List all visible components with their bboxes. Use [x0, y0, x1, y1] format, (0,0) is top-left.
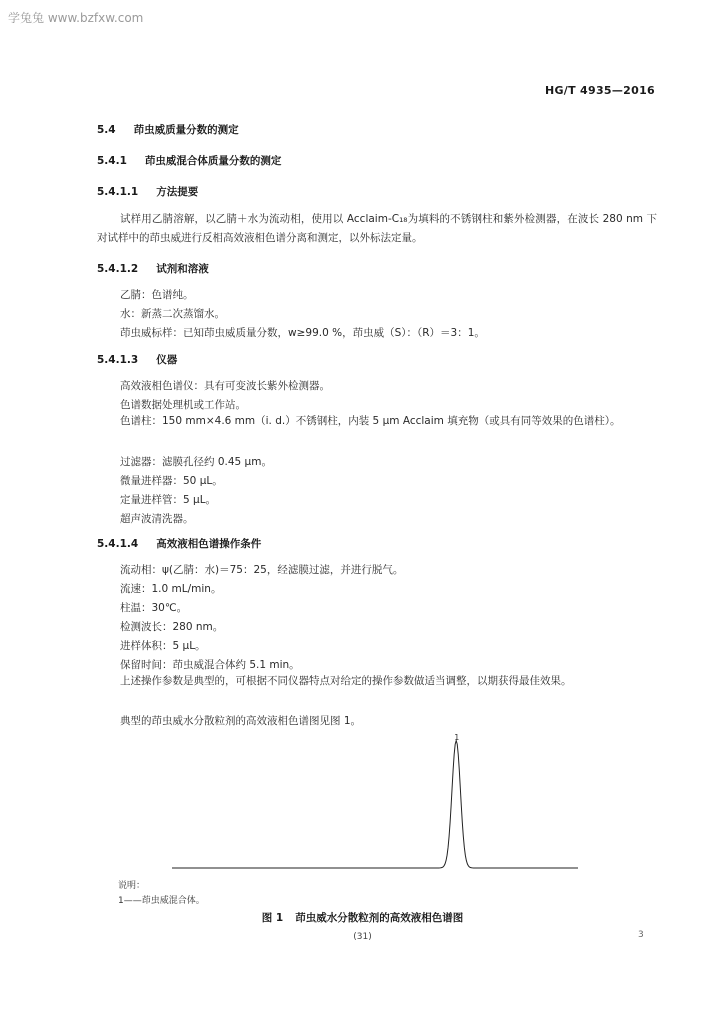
legend-title: 说明：	[118, 881, 146, 891]
instrument-item: 微量进样器：50 μL。	[120, 475, 223, 487]
condition-item: 保留时间：茚虫威混合体约 5.1 min。	[120, 659, 300, 671]
instrument-item: 定量进样管：5 μL。	[120, 494, 217, 506]
reagent-item: 水：新蒸二次蒸馏水。	[120, 308, 225, 320]
section-5-4-1-heading	[97, 153, 281, 168]
instrument-item: 过滤器：滤膜孔径约 0.45 μm。	[120, 456, 272, 468]
margin-mark: 3	[638, 930, 644, 940]
section-number: 5.4.1.4	[97, 538, 139, 550]
page-number: (31)	[353, 932, 372, 942]
chromatogram-trace	[172, 741, 578, 868]
figure-caption	[0, 910, 725, 925]
figure-label: 图 1	[261, 912, 284, 924]
watermark: 学兔兔 www.bzfxw.com	[8, 11, 144, 25]
section-number: 5.4	[97, 124, 116, 136]
figure-title: 茚虫威水分散粒剂的高效液相色谱图	[295, 912, 464, 924]
figure-reference: 典型的茚虫威水分散粒剂的高效液相色谱图见图 1。	[120, 715, 362, 727]
parameters-note: 上述操作参数是典型的，可根据不同仪器特点对给定的操作参数做适当调整，以期获得最佳效果。	[120, 675, 572, 687]
reagent-item: 乙腈：色谱纯。	[120, 289, 194, 301]
section-number: 5.4.1.1	[97, 186, 139, 198]
section-5-4-1-3-heading	[97, 352, 177, 367]
condition-item: 流速：1.0 mL/min。	[120, 583, 222, 595]
condition-item: 进样体积：5 μL。	[120, 640, 206, 652]
instrument-item: 超声波清洗器。	[120, 513, 194, 525]
section-5-4-1-4-heading	[97, 536, 261, 551]
standard-number: HG/T 4935—2016	[544, 84, 655, 97]
section-title: 试剂和溶液	[156, 263, 209, 275]
condition-item: 流动相：ψ(乙腈：水)＝75：25，经滤膜过滤，并进行脱气。	[120, 564, 404, 576]
reagent-item: 茚虫威标样：已知茚虫威质量分数，w≥99.0 %，茚虫威（S）：（R）＝3：1。	[120, 327, 485, 339]
legend-entry: 1——茚虫威混合体。	[118, 896, 205, 906]
condition-item: 检测波长：280 nm。	[120, 621, 224, 633]
section-title: 茚虫威质量分数的测定	[133, 124, 239, 136]
column-description: 色谱柱：150 mm×4.6 mm（i. d.）不锈钢柱，内装 5 μm Acclaim 填充物（或具有同等效果的色谱柱）。	[120, 415, 621, 427]
condition-item: 柱温：30℃。	[120, 602, 188, 614]
instrument-item: 高效液相色谱仪：具有可变波长紫外检测器。	[120, 380, 330, 392]
section-number: 5.4.1	[97, 155, 127, 167]
peak-label: 1	[454, 733, 460, 743]
section-5-4-heading	[97, 122, 239, 137]
section-title: 茚虫威混合体质量分数的测定	[144, 155, 282, 167]
instrument-item: 色谱数据处理机或工作站。	[120, 399, 246, 411]
section-title: 方法提要	[156, 186, 199, 198]
method-summary-paragraph: 试样用乙腈溶解，以乙腈＋水为流动相，使用以 Acclaim-C₁₈为填料的不锈钢柱和紫外检测器，在波长 280 nm 下对试样中的茚虫威进行反相高效液相色谱分离和测定，以外标法定量。	[97, 213, 657, 244]
section-5-4-1-1-heading	[97, 184, 198, 199]
section-title: 仪器	[156, 354, 178, 366]
section-title: 高效液相色谱操作条件	[156, 538, 262, 550]
section-number: 5.4.1.3	[97, 354, 139, 366]
hplc-chromatogram	[172, 732, 578, 874]
section-5-4-1-2-heading	[97, 261, 209, 276]
section-number: 5.4.1.2	[97, 263, 139, 275]
